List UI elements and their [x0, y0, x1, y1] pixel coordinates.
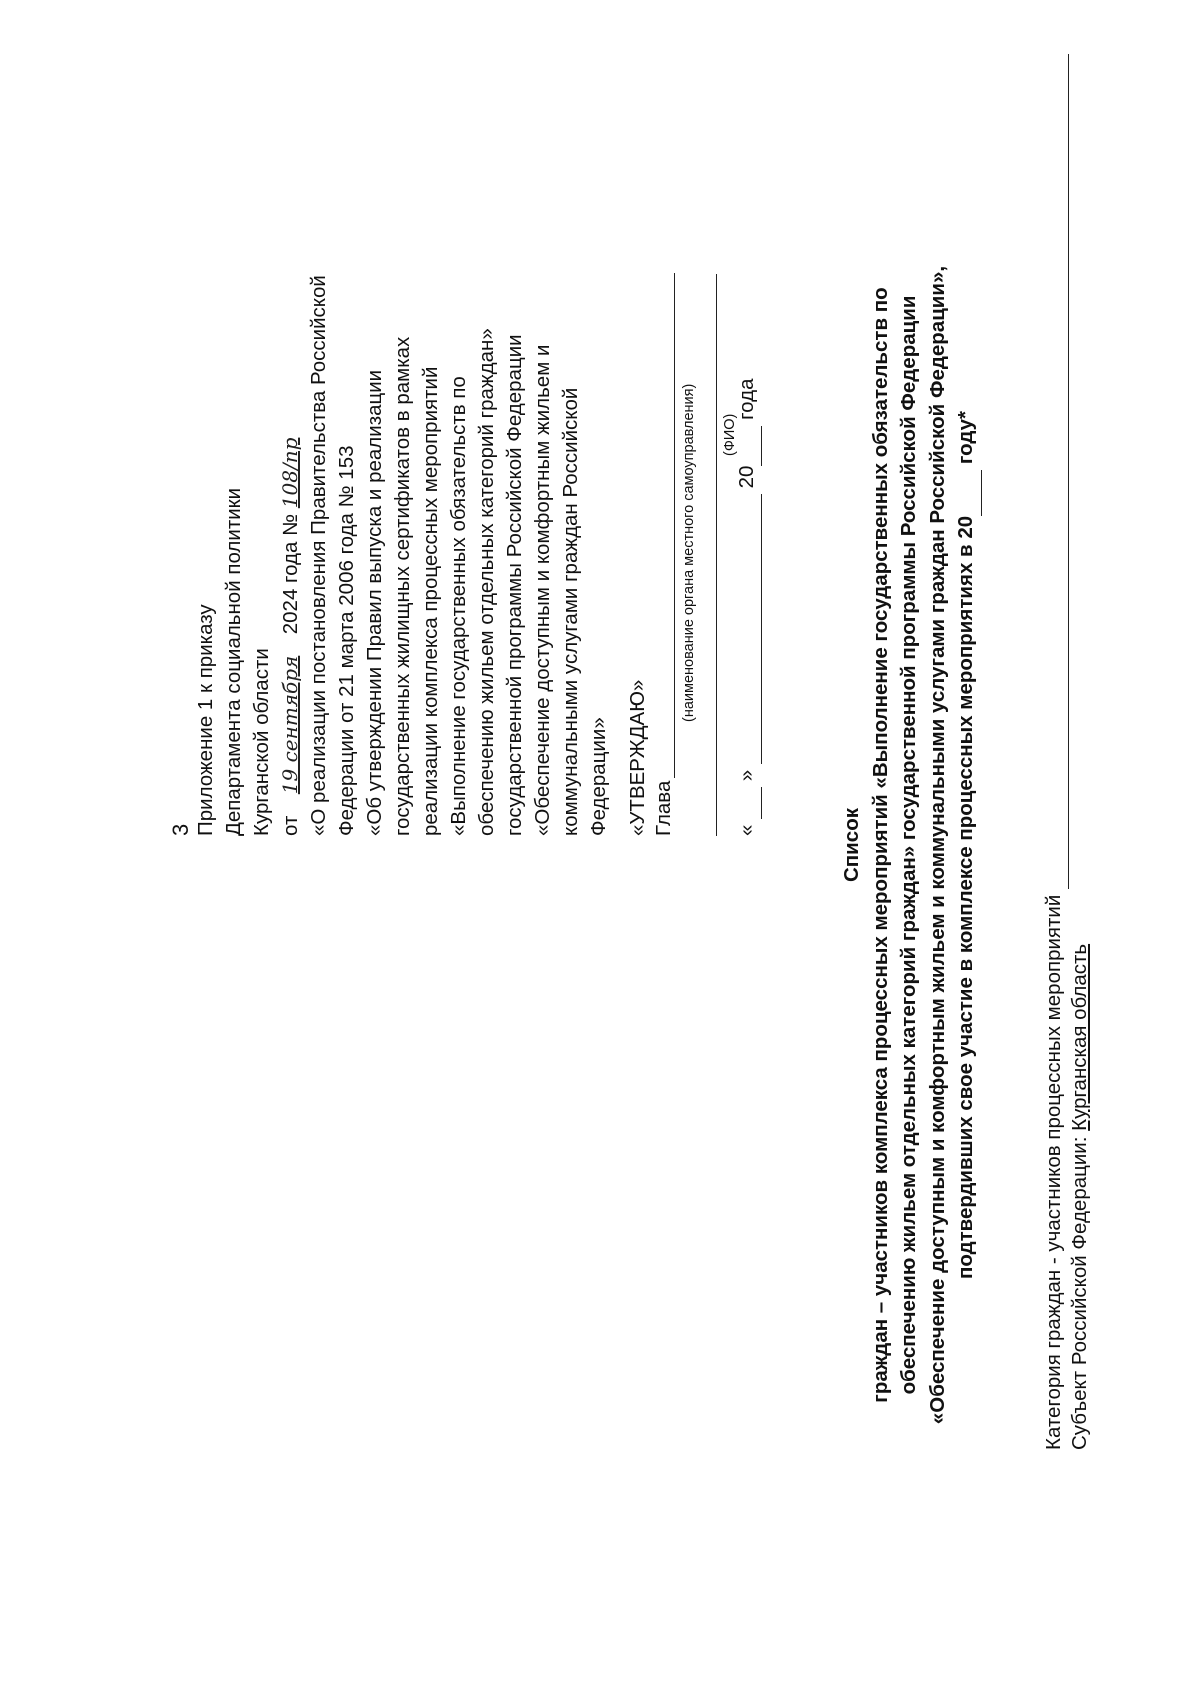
list-heading-line-1: обеспечению жильем отдельных категорий граждан» государственной программы Российской Федерации: [897, 295, 920, 1395]
subject-field: [1066, 944, 1094, 1450]
year-prefix: 20: [735, 465, 758, 489]
date-close-quote: »: [735, 769, 758, 782]
category-field: [1040, 54, 1069, 1450]
org-name-line: [716, 274, 717, 836]
list-heading-line-0: граждан – участников комплекса процессных мероприятий «Выполнение государственных обязательств по: [868, 287, 892, 1403]
annex-line-body-3: государственных жилищных сертификатов в рамках: [391, 336, 414, 836]
date-year: 2024 года №: [279, 513, 302, 635]
list-heading: [838, 240, 982, 1450]
year-blank: [733, 426, 762, 466]
date-prefix: от: [279, 815, 302, 836]
handwritten-order-number: 108/пр: [278, 437, 302, 509]
list-heading-last-end: году*: [954, 410, 977, 465]
annex-line-body-1: Федерации от 21 марта 2006 года № 153: [335, 445, 358, 836]
list-heading-last-start: подтвердивших свое участие в комплексе процессных мероприятиях в 20: [954, 515, 977, 1280]
subject-label: Субъект Российской Федерации:: [1068, 1136, 1091, 1450]
list-heading-line-2: «Обеспечение доступным и комфортным жильем и коммунальными услугами граждан Российской Федерации»,: [925, 265, 949, 1425]
approve-label: «УТВЕРЖДАЮ»: [626, 679, 649, 836]
head-signature-line: [674, 273, 675, 778]
year-suffix: года: [735, 378, 758, 420]
annex-line-body-0: «О реализации постановления Правительства Российской: [307, 275, 330, 836]
annex-line-2: Департамента социальной политики: [222, 487, 245, 836]
annex-line-body-6: обеспечению жильем отдельных категорий граждан»: [475, 328, 498, 836]
org-caption: (наименование органа местного самоуправления): [681, 383, 697, 722]
annex-line-body-8: «Обеспечение доступным и комфортным жильем и: [531, 344, 554, 836]
category-blank: [1040, 54, 1069, 889]
annex-line-body-7: государственной программы Российской Федерации: [503, 334, 526, 836]
annex-line-body-10: Федерации»: [587, 717, 610, 836]
list-year-blank: [952, 470, 982, 516]
annex-line-1: Приложение 1 к приказу: [194, 604, 217, 836]
annex-line-body-2: «Об утверждении Правил выпуска и реализации: [363, 369, 386, 836]
annex-date-line: [276, 275, 305, 836]
annex-line-body-4: реализации комплекса процессных мероприятий: [419, 366, 442, 836]
annex-line-body-5: «Выполнение государственных обязательств по: [447, 376, 470, 836]
subject-value: Курганская область: [1068, 943, 1091, 1131]
fio-caption: (ФИО): [722, 413, 738, 456]
handwritten-date: 19 сентября: [278, 655, 302, 795]
approval-date-line: [733, 379, 762, 836]
annex-line-3: Курганской области: [250, 648, 273, 836]
category-label: Категория граждан - участников процессных мероприятий: [1042, 894, 1065, 1450]
head-label: Глава: [652, 780, 675, 836]
day-blank: [733, 787, 762, 819]
list-heading-line-3: [952, 240, 982, 1450]
page-number: 3: [168, 823, 193, 836]
list-title: Список: [840, 808, 863, 882]
date-open-quote: «: [735, 824, 758, 836]
annex-line-body-9: коммунальными услугами граждан Российской: [559, 387, 582, 836]
annex-block: [192, 275, 613, 836]
month-blank: [733, 494, 762, 764]
